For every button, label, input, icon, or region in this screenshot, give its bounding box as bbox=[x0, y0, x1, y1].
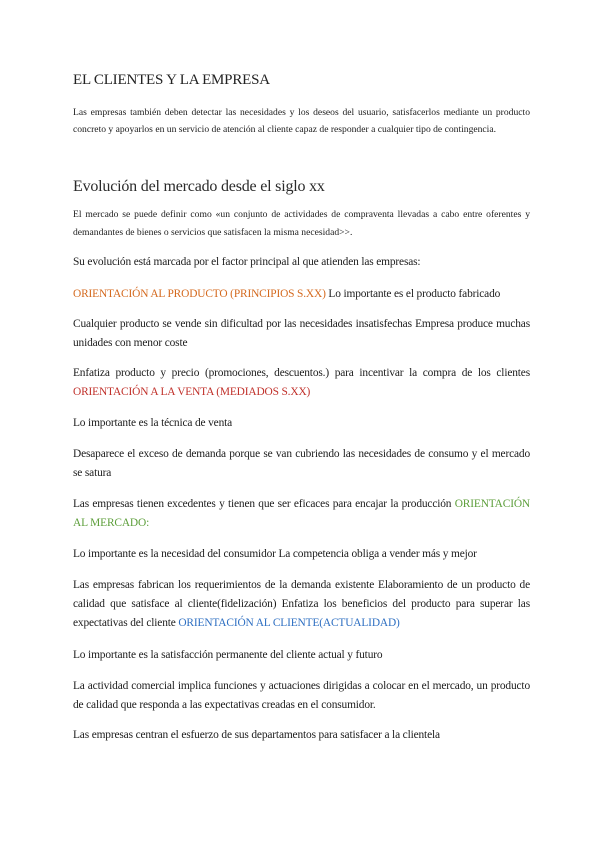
sales-orientation-label: ORIENTACIÓN A LA VENTA (MEDIADOS S.XX) bbox=[73, 386, 311, 398]
client-orientation-paragraph bbox=[73, 576, 530, 633]
product-orientation-paragraph bbox=[73, 285, 530, 304]
page-title: EL CLIENTES Y LA EMPRESA bbox=[73, 72, 270, 88]
intro-paragraph: Las empresas también deben detectar las necesidades y los deseos del usuario, satisfacerlos mediante un producto concreto y apoyarlos en un servicio de atención al cliente capaz de responder a cualquier tipo de contingencia. bbox=[73, 107, 530, 135]
section-heading: Evolución del mercado desde el siglo xx bbox=[73, 178, 325, 195]
commercial-activity-paragraph: La actividad comercial implica funciones y actuaciones dirigidas a colocar en el mercado, un producto de calidad que responda a las expectativas creadas en el consumidor. bbox=[73, 680, 530, 711]
sales-orientation-text: Enfatiza producto y precio (promociones, descuentos.) para incentivar la compra de los clientes bbox=[73, 367, 530, 379]
client-key-paragraph: Lo importante es la satisfacción permanente del cliente actual y futuro bbox=[73, 649, 383, 661]
product-orientation-text: Lo importante es el producto fabricado bbox=[325, 288, 501, 300]
market-orientation-text: Las empresas tienen excedentes y tienen que ser eficaces para encajar la producción bbox=[73, 498, 455, 510]
saturation-paragraph: Desaparece el exceso de demanda porque se van cubriendo las necesidades de consumo y el mercado se satura bbox=[73, 448, 530, 479]
market-key-paragraph: Lo importante es la necesidad del consumidor La competencia obliga a vender más y mejor bbox=[73, 548, 477, 560]
sales-orientation-paragraph bbox=[73, 364, 530, 402]
client-orientation-text: Las empresas fabrican los requerimientos de la demanda existente Elaboramiento de un producto de calidad que satisface al cliente(fidelización) Enfatiza los beneficios del producto para superar las expectativas del cliente bbox=[73, 579, 530, 629]
closing-paragraph: Las empresas centran el esfuerzo de sus departamentos para satisfacer a la clientela bbox=[73, 729, 440, 741]
product-orientation-label: ORIENTACIÓN AL PRODUCTO (PRINCIPIOS S.XX) bbox=[73, 288, 326, 300]
market-orientation-paragraph bbox=[73, 495, 530, 533]
client-orientation-label: ORIENTACIÓN AL CLIENTE(ACTUALIDAD) bbox=[178, 617, 400, 629]
market-definition-paragraph: El mercado se puede definir como «un conjunto de actividades de compraventa llevadas a cabo entre oferentes y demandantes de bienes o servicios que satisfacen la misma necesidad>>. bbox=[73, 209, 530, 238]
evolution-intro-paragraph: Su evolución está marcada por el factor principal al que atienden las empresas: bbox=[73, 256, 421, 268]
sales-key-paragraph: Lo importante es la técnica de venta bbox=[73, 417, 233, 429]
product-detail-paragraph: Cualquier producto se vende sin dificultad por las necesidades insatisfechas Empresa produce muchas unidades con menor coste bbox=[73, 318, 530, 349]
market-orientation-label: ORIENTACIÓN AL MERCADO: bbox=[73, 498, 530, 529]
